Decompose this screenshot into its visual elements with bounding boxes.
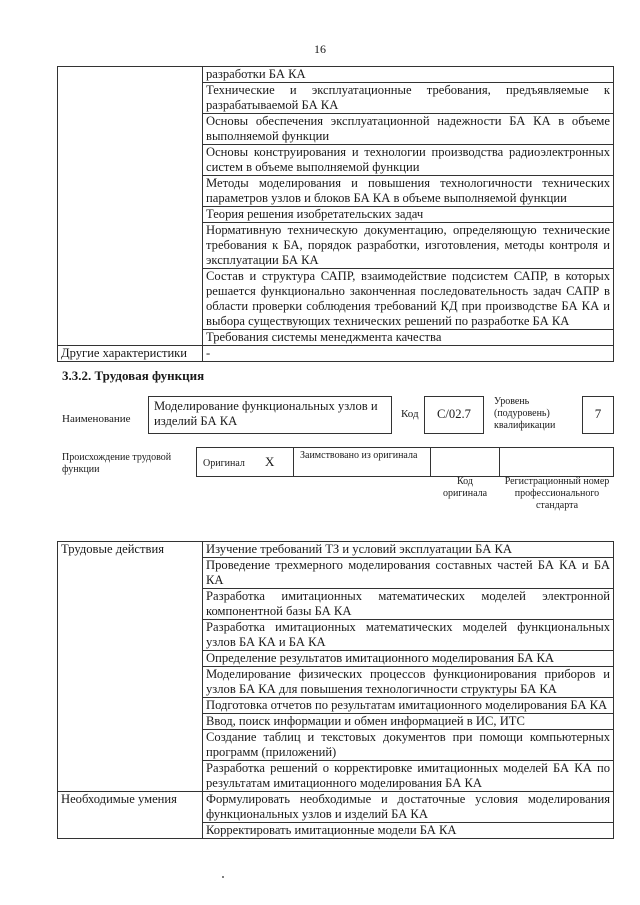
row-text: Нормативную техническую документацию, определяющую технические требования к БА, порядок разработки, изготовления, методы контроля и эксплуатации БА КА <box>203 223 614 269</box>
reg-number-cell <box>499 447 614 477</box>
level-label: Уровень (подуровень) квалификации <box>494 396 556 431</box>
group-title: Трудовые действия <box>58 542 203 792</box>
borrowed-label: Заимствовано из оригинала <box>300 450 418 461</box>
row-text: Методы моделирования и повышения технологичности технических параметров узлов и блоков БА КА в объеме выполняемой функции <box>203 176 614 207</box>
actions-table <box>57 541 614 839</box>
action-item: Разработка имитационных математических моделей функциональных узлов БА КА и БА КА <box>203 620 614 651</box>
original-mark: X <box>265 454 275 469</box>
original-cell <box>196 447 294 477</box>
code-original-caption: Код оригинала <box>442 476 488 499</box>
action-item: Разработка имитационных математических моделей электронной компонентной базы БА КА <box>203 589 614 620</box>
table-row <box>58 542 614 558</box>
name-label: Наименование <box>62 413 131 425</box>
action-item: Изучение требований ТЗ и условий эксплуатации БА КА <box>203 542 614 558</box>
original-label: Оригинал <box>203 458 245 469</box>
page-number: 16 <box>314 42 326 56</box>
table-row <box>58 792 614 823</box>
row-text: Технические и эксплуатационные требования, предъявляемые к разрабатываемой БА КА <box>203 83 614 114</box>
borrowed-cell <box>293 447 431 477</box>
code-label: Код <box>401 408 419 420</box>
group-title: Необходимые умения <box>58 792 203 839</box>
knowledge-table <box>57 66 614 362</box>
action-item: Ввод, поиск информации и обмен информацией в ИС, ИТС <box>203 714 614 730</box>
function-name: Моделирование функциональных узлов и изделий БА КА <box>148 396 392 434</box>
row-text: Требования системы менеджмента качества <box>203 330 614 346</box>
row-label <box>58 67 203 346</box>
row-text: Основы конструирования и технологии производства радиоэлектронных систем в объеме выполняемой функции <box>203 145 614 176</box>
action-item: Моделирование физических процессов функционирования приборов и узлов БА КА для повышения технологичности структуры БА КА <box>203 667 614 698</box>
action-item: Создание таблиц и текстовых документов при помощи компьютерных программ (приложений) <box>203 730 614 761</box>
action-item: Определение результатов имитационного моделирования БА КА <box>203 651 614 667</box>
row-text: разработки БА КА <box>203 67 614 83</box>
row-text: Состав и структура САПР, взаимодействие подсистем САПР, в которых решается функционально законченная последовательность задач САПР в области проверки соблюдения требований КД при производстве БА КА и выбора существующих технических решений по разработке БА КА <box>203 269 614 330</box>
action-item: Разработка решений о корректировке имитационных моделей БА КА по результатам имитационного моделирования БА КА <box>203 761 614 792</box>
level-value: 7 <box>582 396 614 434</box>
action-item: Формулировать необходимые и достаточные условия моделирования функциональных узлов и изделий БА КА <box>203 792 614 823</box>
reg-number-caption: Регистрационный номер профессионального стандарта <box>504 476 610 511</box>
row-text: Основы обеспечения эксплуатационной надежности БА КА в объеме выполняемой функции <box>203 114 614 145</box>
action-item: Корректировать имитационные модели БА КА <box>203 823 614 839</box>
row-text: - <box>203 346 614 362</box>
table-row <box>58 346 614 362</box>
action-item: Проведение трехмерного моделирования составных частей БА КА и БА КА <box>203 558 614 589</box>
page-mark <box>222 876 224 878</box>
table-row <box>58 67 614 83</box>
action-item: Подготовка отчетов по результатам имитационного моделирования БА КА <box>203 698 614 714</box>
origin-label: Происхождение трудовой функции <box>62 452 172 475</box>
row-label: Другие характеристики <box>58 346 203 362</box>
code-original-cell <box>430 447 500 477</box>
code-value: C/02.7 <box>424 396 484 434</box>
section-heading: 3.3.2. Трудовая функция <box>62 368 205 383</box>
row-text: Теория решения изобретательских задач <box>203 207 614 223</box>
